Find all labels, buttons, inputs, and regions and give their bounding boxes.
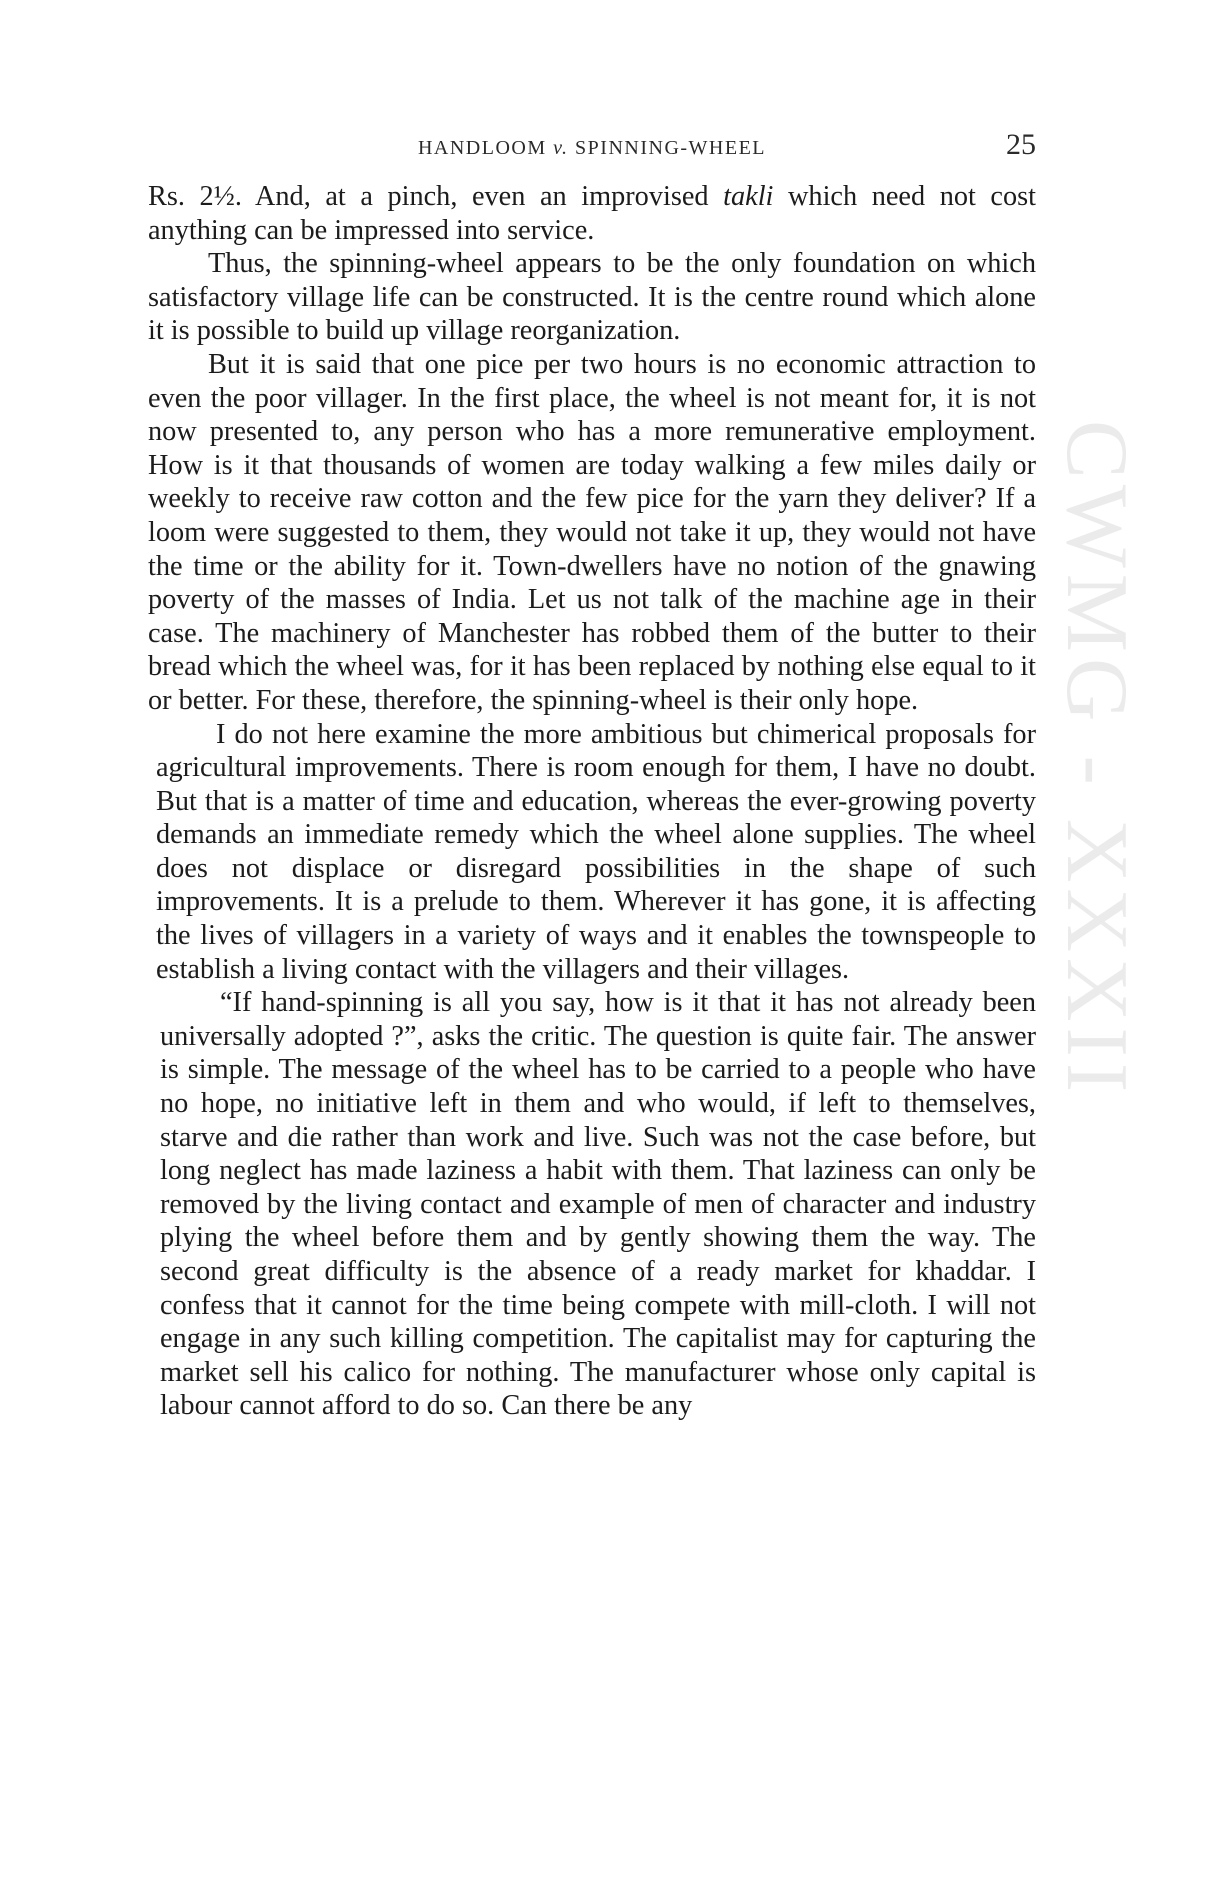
running-header (148, 128, 1036, 168)
paragraph-3: But it is said that one pice per two hours is no economic attraction to even the poor villager. In the first place, the wheel is not meant for, it is not now presented to, any person who has a more remunerative employment. How is it that thousands of women are today walking a few miles daily or weekly to receive raw cotton and the few pice for the yarn they deliver? If a loom were suggested to them, they would not take it up, they would not have the time or the ability for it. Town-dwellers have no notion of the gnawing poverty of the masses of India. Let us not talk of the machine age in their case. The machinery of Manchester has robbed them of the butter to their bread which the wheel was, for it has been replaced by nothing else equal to it or better. For these, therefore, the spinning-wheel is their only hope. (148, 348, 1036, 716)
paragraph-1 (148, 180, 1036, 247)
running-title (148, 137, 1036, 160)
running-title-versus: v. (553, 137, 569, 159)
paragraph-1-emphasis: takli (723, 181, 774, 212)
running-title-second: SPINNING-WHEEL (575, 137, 767, 159)
paragraph-5: “If hand-spinning is all you say, how is it that it has not already been universally adopted ?”, asks the critic. The question is quite fair. The answer is simple. The message of the wheel has to be carried to a people who have no hope, no initiative left in them and who would, if left to themselves, starve and die rather than work and live. Such was not the case before, but long neglect has made laziness a habit with them. That laziness can only be removed by the living contact and example of men of character and industry plying the wheel before them and by gently showing them the way. The second great difficulty is the absence of a ready market for khaddar. I confess that it cannot for the time being compete with mill-cloth. I will not engage in any such killing competition. The capitalist may for capturing the market sell his calico for nothing. The manufacturer whose only capital is labour cannot afford to do so. Can there be any (160, 987, 1036, 1422)
paragraph-2: Thus, the spinning-wheel appears to be the only foundation on which satisfactory village life can be constructed. It is the centre round which alone it is possible to build up village reorganization. (148, 248, 1036, 347)
paragraph-1-tail: which need not cost anything can be impressed into service. (148, 181, 1036, 246)
paragraph-1-lead: Rs. 2½. And, at a pinch, even an improvised (148, 181, 724, 212)
watermark-text: CWMG - XXXII (1048, 420, 1145, 1099)
body-text (148, 180, 1036, 1423)
watermark (1048, 420, 1145, 1500)
page-number: 25 (1006, 128, 1036, 161)
running-title-first: HANDLOOM (417, 137, 547, 159)
paragraph-4: I do not here examine the more ambitious but chimerical proposals for agricultural improvements. There is room enough for them, I have no doubt. But that is a matter of time and education, whereas the ever-growing poverty demands an immediate remedy which the wheel alone supplies. The wheel does not displace or disregard possibilities in the shape of such improvements. It is a prelude to them. Wherever it has gone, it is affecting the lives of villagers in a variety of ways and it enables the townspeople to establish a living contact with the villagers and their villages. (156, 718, 1036, 985)
book-page (148, 128, 1036, 1423)
